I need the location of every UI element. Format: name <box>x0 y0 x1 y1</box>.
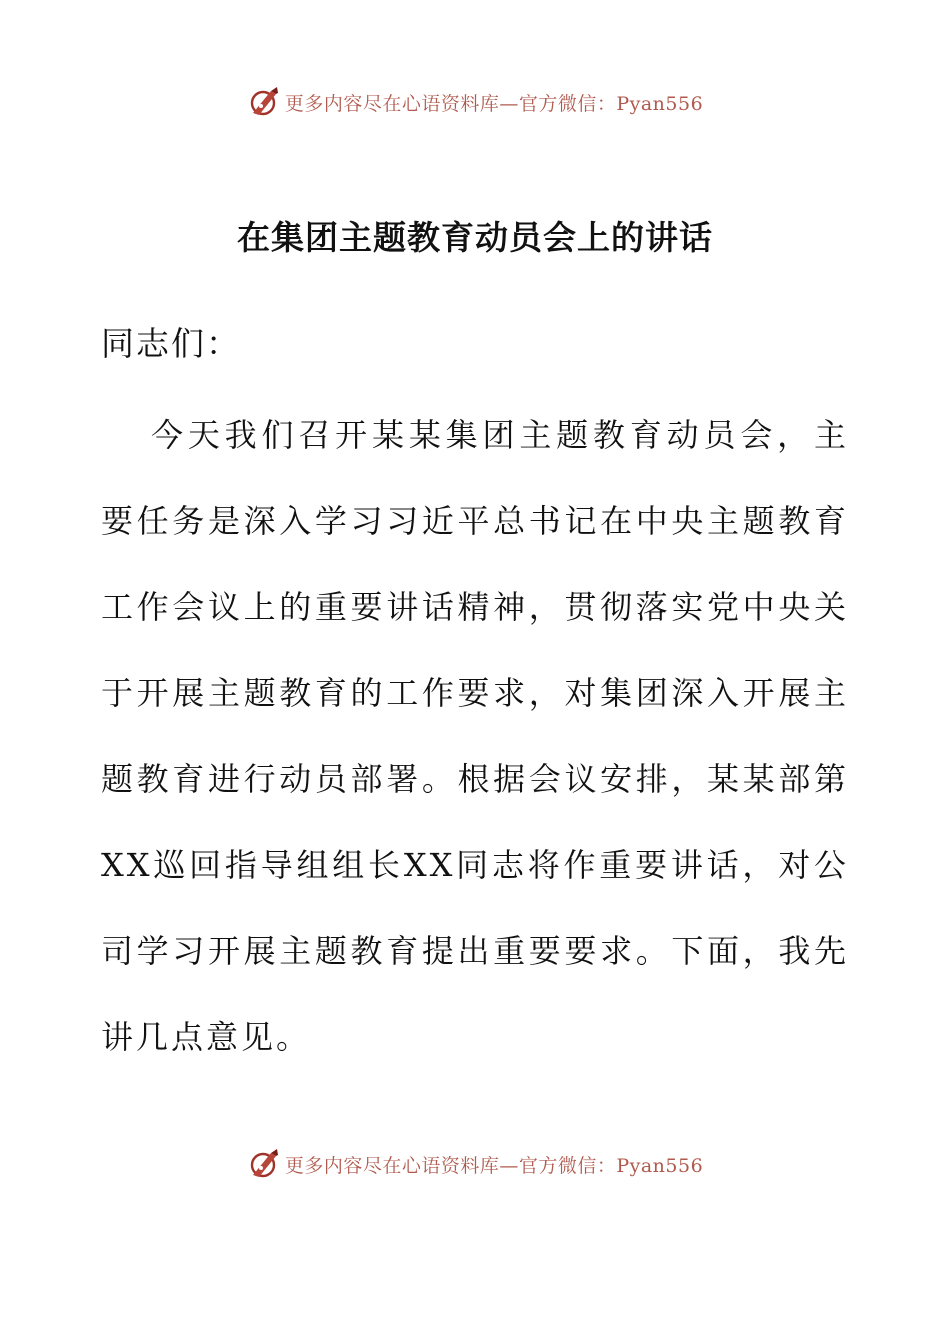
footer-banner-text: 更多内容尽在心语资料库—官方微信：Pyan556 <box>284 1154 704 1177</box>
body-paragraph: 今天我们召开某某集团主题教育动员会，主要任务是深入学习习近平总书记在中央主题教育工作会议上的重要讲话精神，贯彻落实党中央关于开展主题教育的工作要求，对集团深入开展主题教育进行动员部署。根据会议安排，某某部第XX巡回指导组组长XX同志将作重要讲话，对公司学习开展主题教育提出重要要求。下面，我先讲几点意见。 <box>101 416 849 1056</box>
salutation: 同志们： <box>101 324 241 363</box>
document-title: 在集团主题教育动员会上的讲话 <box>237 218 713 257</box>
header-banner <box>0 82 950 122</box>
pen-nib-circle-logo-icon <box>247 1147 281 1181</box>
footer-banner <box>0 1144 950 1184</box>
pen-nib-circle-logo-icon <box>247 85 281 119</box>
header-banner-text: 更多内容尽在心语资料库—官方微信：Pyan556 <box>284 92 704 115</box>
